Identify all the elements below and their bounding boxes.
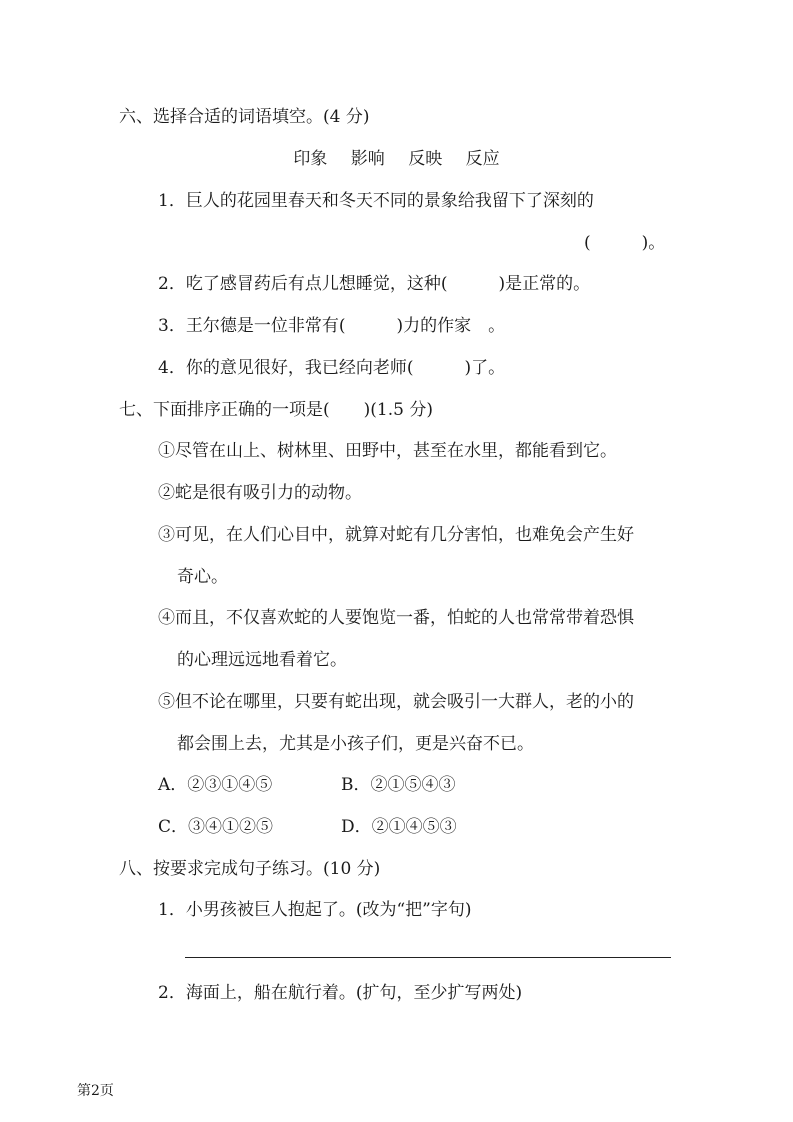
word-bank-item: 影响 [350, 149, 385, 169]
option-c: C．③④①②⑤ [158, 817, 274, 837]
section-7-title: 七、下面排序正确的一项是( )(1.5 分) [119, 400, 433, 420]
answer-line [185, 957, 671, 958]
section-6-title: 六、选择合适的词语填空。(4 分) [119, 107, 370, 127]
word-bank-item: 反映 [408, 149, 443, 169]
question-6-2: 2．吃了感冒药后有点儿想睡觉，这种( )是正常的。 [158, 274, 591, 294]
word-bank-item: 印象 [293, 149, 328, 169]
question-8-2: 2．海面上，船在航行着。(扩句，至少扩写两处) [158, 983, 523, 1003]
page-number: 第2页 [77, 1083, 114, 1099]
section-8-title: 八、按要求完成句子练习。(10 分) [119, 859, 381, 879]
word-bank [0, 148, 793, 170]
sentence-2: ②蛇是很有吸引力的动物。 [158, 483, 362, 503]
question-6-1: 1．巨人的花园里春天和冬天不同的景象给我留下了深刻的 [158, 191, 594, 211]
sentence-4: ④而且，不仅喜欢蛇的人要饱览一番，怕蛇的人也常常带着恐惧 [158, 608, 634, 628]
sentence-3: ③可见，在人们心目中，就算对蛇有几分害怕，也难免会产生好 [158, 525, 634, 545]
sentence-5-continued: 都会围上去，尤其是小孩子们，更是兴奋不已。 [177, 734, 534, 754]
option-a: A．②③①④⑤ [158, 775, 273, 795]
sentence-3-continued: 奇心。 [177, 567, 228, 587]
question-6-1-blank: ( )。 [584, 233, 666, 253]
sentence-1: ①尽管在山上、树林里、田野中，甚至在水里，都能看到它。 [158, 441, 617, 461]
sentence-5: ⑤但不论在哪里，只要有蛇出现，就会吸引一大群人，老的小的 [158, 692, 634, 712]
question-8-1: 1．小男孩被巨人抱起了。(改为“把”字句) [158, 900, 472, 920]
question-6-4: 4．你的意见很好，我已经向老师( )了。 [158, 358, 506, 378]
option-b: B．②①⑤④③ [341, 775, 456, 795]
word-bank-item: 反应 [465, 149, 500, 169]
sentence-4-continued: 的心理远远地看着它。 [177, 650, 347, 670]
question-6-3: 3．王尔德是一位非常有( )力的作家 。 [158, 316, 506, 336]
option-d: D．②①④⑤③ [341, 817, 457, 837]
